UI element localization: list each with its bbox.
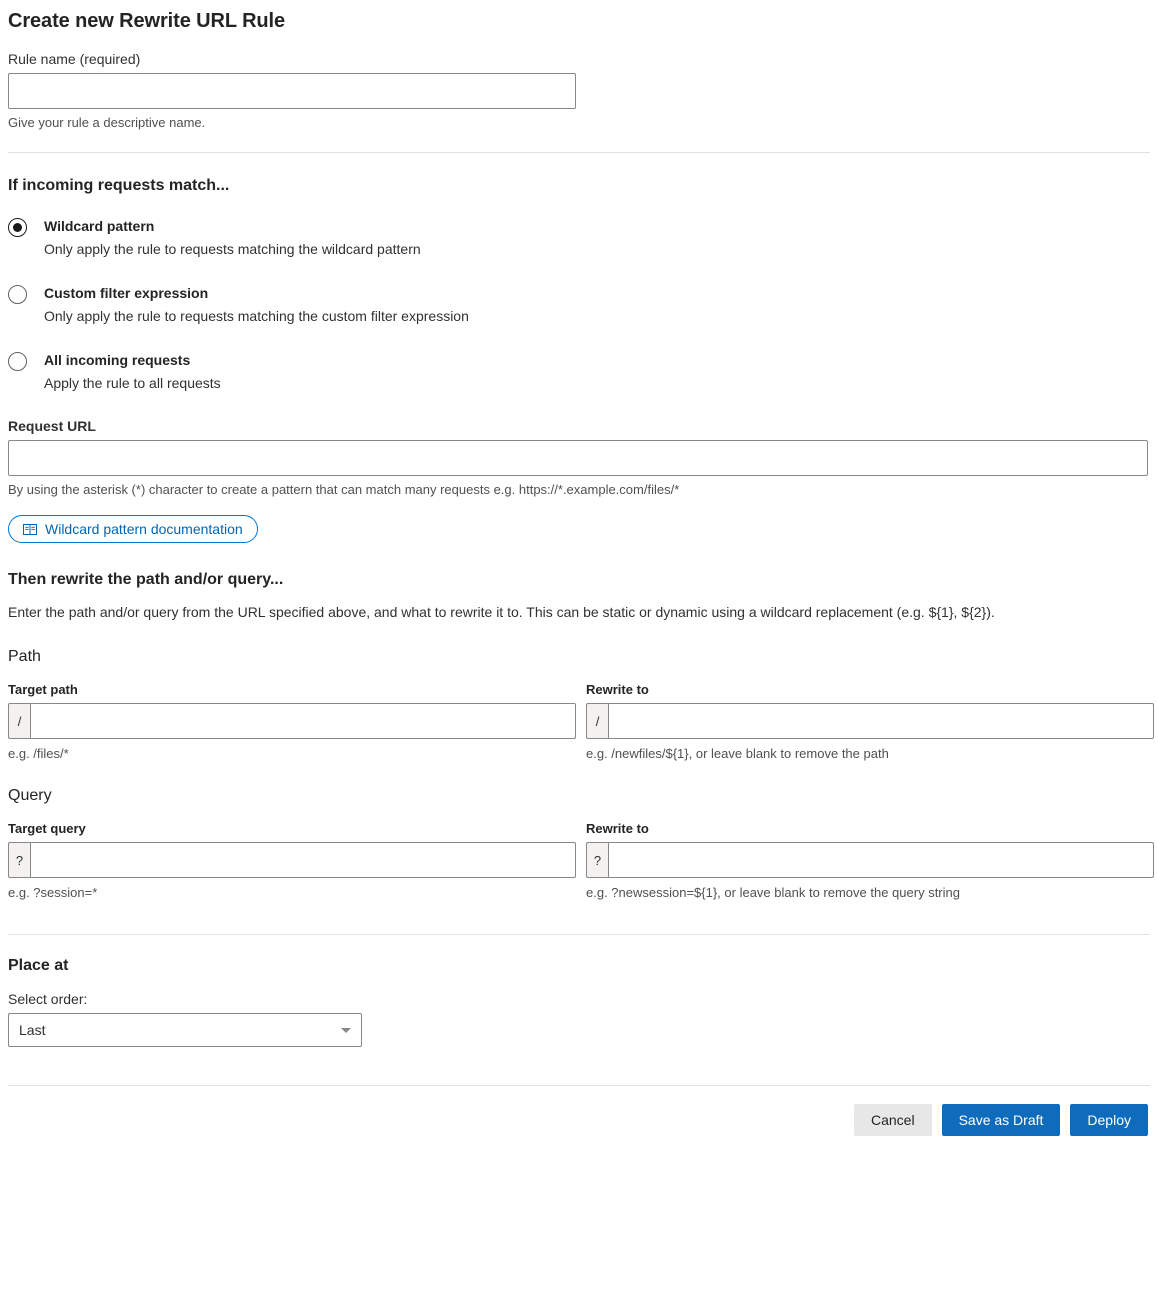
radio-desc-all-incoming-requests: Apply the rule to all requests bbox=[44, 375, 221, 391]
target-query-label: Target query bbox=[8, 821, 86, 836]
rewrite-path-label: Rewrite to bbox=[586, 682, 649, 697]
rewrite-query-input[interactable] bbox=[608, 842, 1154, 878]
deploy-button[interactable]: Deploy bbox=[1070, 1104, 1148, 1136]
target-query-input[interactable] bbox=[30, 842, 576, 878]
cancel-button[interactable]: Cancel bbox=[854, 1104, 932, 1136]
page-title: Create new Rewrite URL Rule bbox=[8, 10, 286, 32]
rewrite-path-input[interactable] bbox=[608, 703, 1154, 739]
rewrite-query-prefix: ? bbox=[586, 842, 608, 878]
footer-actions bbox=[8, 1104, 1150, 1152]
target-path-input[interactable] bbox=[30, 703, 576, 739]
radio-icon-custom-filter-expression[interactable] bbox=[8, 285, 27, 304]
query-fields-row bbox=[8, 805, 1150, 900]
target-path-label: Target path bbox=[8, 682, 78, 697]
target-path-hint: e.g. /files/* bbox=[8, 746, 69, 761]
match-radio-group bbox=[8, 217, 1150, 393]
rewrite-section-description: Enter the path and/or query from the URL specified above, and what to rewrite it to. This can be static or dynamic using a wildcard replacement (e.g. ${1}, ${2}). bbox=[8, 604, 995, 620]
radio-option-custom-filter-expression[interactable] bbox=[8, 284, 1150, 326]
target-query-hint: e.g. ?session=* bbox=[8, 885, 98, 900]
rewrite-query-field bbox=[586, 805, 1154, 900]
rule-name-hint: Give your rule a descriptive name. bbox=[8, 115, 206, 130]
rewrite-path-hint: e.g. /newfiles/${1}, or leave blank to remove the path bbox=[586, 746, 889, 761]
request-url-hint: By using the asterisk (*) character to create a pattern that can match many requests e.g. https://*.example.com/files/* bbox=[8, 482, 680, 497]
radio-label-all-incoming-requests: All incoming requests bbox=[44, 352, 191, 368]
rewrite-path-field bbox=[586, 666, 1154, 761]
query-group-title: Query bbox=[8, 787, 52, 804]
radio-option-wildcard-pattern[interactable] bbox=[8, 217, 1150, 259]
place-at-divider bbox=[8, 934, 1150, 935]
request-url-label: Request URL bbox=[8, 418, 96, 434]
rewrite-section-title: Then rewrite the path and/or query... bbox=[8, 571, 284, 588]
rewrite-query-hint: e.g. ?newsession=${1}, or leave blank to remove the query string bbox=[586, 885, 960, 900]
rewrite-query-label: Rewrite to bbox=[586, 821, 649, 836]
place-at-title: Place at bbox=[8, 957, 69, 974]
rule-name-input[interactable] bbox=[8, 73, 576, 109]
rewrite-path-prefix: / bbox=[586, 703, 608, 739]
path-group-title: Path bbox=[8, 648, 41, 665]
select-order-value: Last bbox=[19, 1022, 46, 1038]
create-rewrite-url-rule-form bbox=[0, 10, 1158, 1152]
radio-desc-wildcard-pattern: Only apply the rule to requests matching the wildcard pattern bbox=[44, 241, 421, 257]
radio-icon-wildcard-pattern[interactable] bbox=[8, 218, 27, 237]
select-order-label: Select order: bbox=[8, 991, 88, 1007]
rule-name-label: Rule name (required) bbox=[8, 51, 141, 67]
radio-icon-all-incoming-requests[interactable] bbox=[8, 352, 27, 371]
target-query-field bbox=[8, 805, 576, 900]
target-query-prefix: ? bbox=[8, 842, 30, 878]
target-path-field bbox=[8, 666, 576, 761]
target-path-prefix: / bbox=[8, 703, 30, 739]
path-fields-row bbox=[8, 666, 1150, 761]
radio-label-wildcard-pattern: Wildcard pattern bbox=[44, 218, 155, 234]
section-divider-top bbox=[8, 152, 1150, 153]
wildcard-pattern-documentation-button[interactable] bbox=[8, 515, 258, 543]
footer-divider bbox=[8, 1085, 1150, 1086]
save-as-draft-button[interactable]: Save as Draft bbox=[942, 1104, 1061, 1136]
select-order-dropdown[interactable] bbox=[8, 1013, 362, 1047]
request-url-input[interactable] bbox=[8, 440, 1148, 476]
radio-desc-custom-filter-expression: Only apply the rule to requests matching the custom filter expression bbox=[44, 308, 469, 324]
wildcard-pattern-documentation-label: Wildcard pattern documentation bbox=[45, 521, 243, 537]
radio-label-custom-filter-expression: Custom filter expression bbox=[44, 285, 209, 301]
book-icon bbox=[23, 523, 37, 536]
radio-option-all-incoming-requests[interactable] bbox=[8, 351, 1150, 393]
chevron-down-icon[interactable] bbox=[341, 1028, 351, 1033]
match-section-title: If incoming requests match... bbox=[8, 177, 230, 194]
